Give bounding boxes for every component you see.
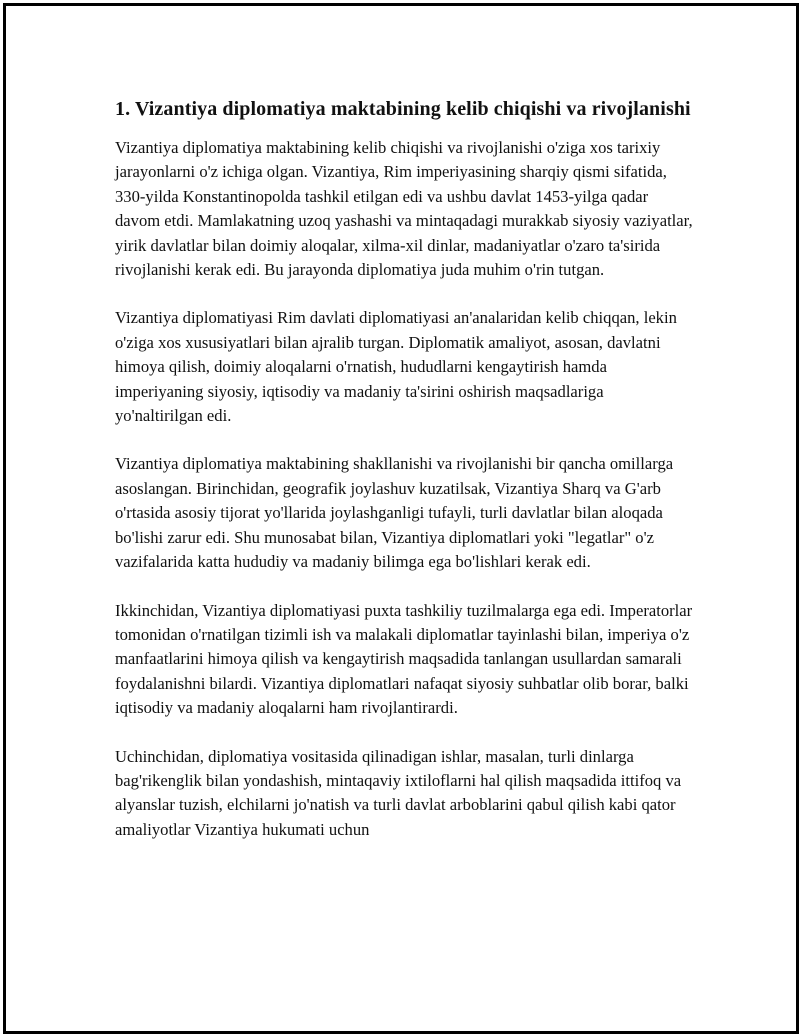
- document-body: [115, 96, 695, 866]
- paragraph-3: Vizantiya diplomatiya maktabining shakllanishi va rivojlanishi bir qancha omillarga asoslangan. Birinchidan, geografik joylashuv kuzatilsak, Vizantiya Sharq va G'arb o'rtasida asosiy tijorat yo'llarida joylashganligi tufayli, turli davlatlar bilan aloqada bo'lishi zarur edi. Shu munosabat bilan, Vizantiya diplomatlari yoki "legatlar" o'z vazifalarida katta hududiy va madaniy bilimga ega bo'lishlari kerak edi.: [115, 454, 674, 572]
- paragraph-5: Uchinchidan, diplomatiya vositasida qilinadigan ishlar, masalan, turli dinlarga bag'rikenglik bilan yondashish, mintaqaviy ixtiloflarni hal qilish maqsadida ittifoq va alyanslar tuzish, elchilarni jo'natish va turli davlat arboblarini qabul qilish kabi qator amaliyotlar Vizantiya hukumati uchun: [115, 746, 682, 839]
- section-heading: 1. Vizantiya diplomatiya maktabining kelib chiqishi va rivojlanishi: [115, 98, 691, 120]
- paragraph-1: Vizantiya diplomatiya maktabining kelib chiqishi va rivojlanishi o'ziga xos tarixiy jarayonlarni o'z ichiga olgan. Vizantiya, Rim imperiyasining sharqiy qismi sifatida, 330-yilda Konstantinopolda tashkil etilgan edi va ushbu davlat 1453-yilga qadar davom etdi. Mamlakatning uzoq yashashi va mintaqadagi murakkab siyosiy vaziyatlar, yirik davlatlar bilan doimiy aloqalar, xilma-xil dinlar, madaniyatlar o'zaro ta'sirida rivojlanishi kerak edi. Bu jarayonda diplomatiya juda muhim o'rin tutgan.: [115, 138, 693, 280]
- paragraph-4: Ikkinchidan, Vizantiya diplomatiyasi puxta tashkiliy tuzilmalarga ega edi. Imperatorlar tomonidan o'rnatilgan tizimli ish va malakali diplomatlar tayinlashi bilan, imperiya o'z manfaatlarini himoya qilish va kengaytirish maqsadida tanlangan usullardan samarali foydalanishni bilardi. Vizantiya diplomatlari nafaqat siyosiy suhbatlar olib borar, balki iqtisodiy va madaniy aloqalarni ham rivojlantirardi.: [115, 600, 693, 718]
- paragraph-2: Vizantiya diplomatiyasi Rim davlati diplomatiyasi an'analaridan kelib chiqqan, lekin o'ziga xos xususiyatlari bilan ajralib turgan. Diplomatik amaliyot, asosan, davlatni himoya qilish, doimiy aloqalarni o'rnatish, hududlarni kengaytirish hamda imperiyaning siyosiy, iqtisodiy va madaniy ta'sirini oshirish maqsadlariga yo'naltirilgan edi.: [115, 308, 677, 426]
